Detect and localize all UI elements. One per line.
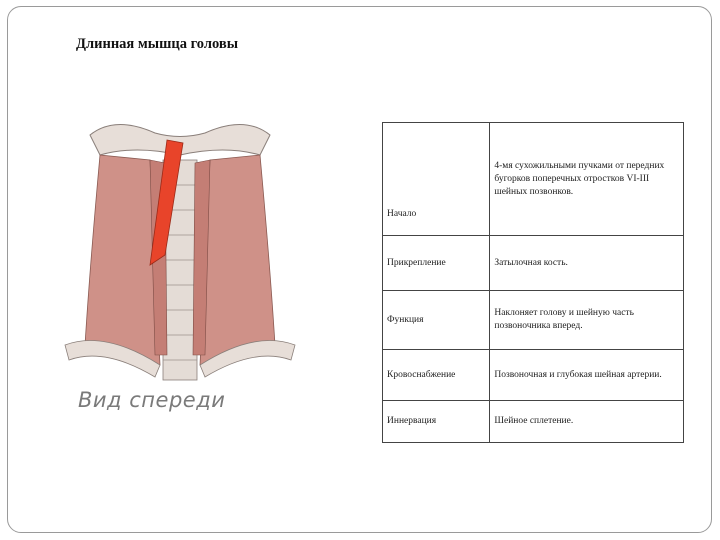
muscle-right-outer	[200, 155, 275, 365]
neck-muscles-illustration	[55, 115, 305, 405]
row-label: Кровоснабжение	[383, 350, 490, 401]
table-row	[383, 236, 684, 291]
table-row	[383, 291, 684, 350]
table-row	[383, 350, 684, 401]
row-label: Функция	[383, 291, 490, 350]
row-value: Позвоночная и глубокая шейная артерии.	[490, 350, 684, 401]
row-label: Иннервация	[383, 401, 490, 443]
row-label: Начало	[383, 123, 490, 236]
muscle-left-outer	[85, 155, 160, 365]
muscle-info-table	[382, 122, 684, 443]
row-value: Шейное сплетение.	[490, 401, 684, 443]
table-row	[383, 123, 684, 236]
row-value: Наклоняет голову и шейную часть позвоночника вперед.	[490, 291, 684, 350]
row-value: Затылочная кость.	[490, 236, 684, 291]
table-row	[383, 401, 684, 443]
row-value: 4-мя сухожильными пучками от передних бугорков поперечных отростков VI-III шейных позвонков.	[490, 123, 684, 236]
figure-caption: Вид спереди	[78, 388, 226, 412]
slide-title: Длинная мышца головы	[76, 36, 239, 52]
row-label: Прикрепление	[383, 236, 490, 291]
